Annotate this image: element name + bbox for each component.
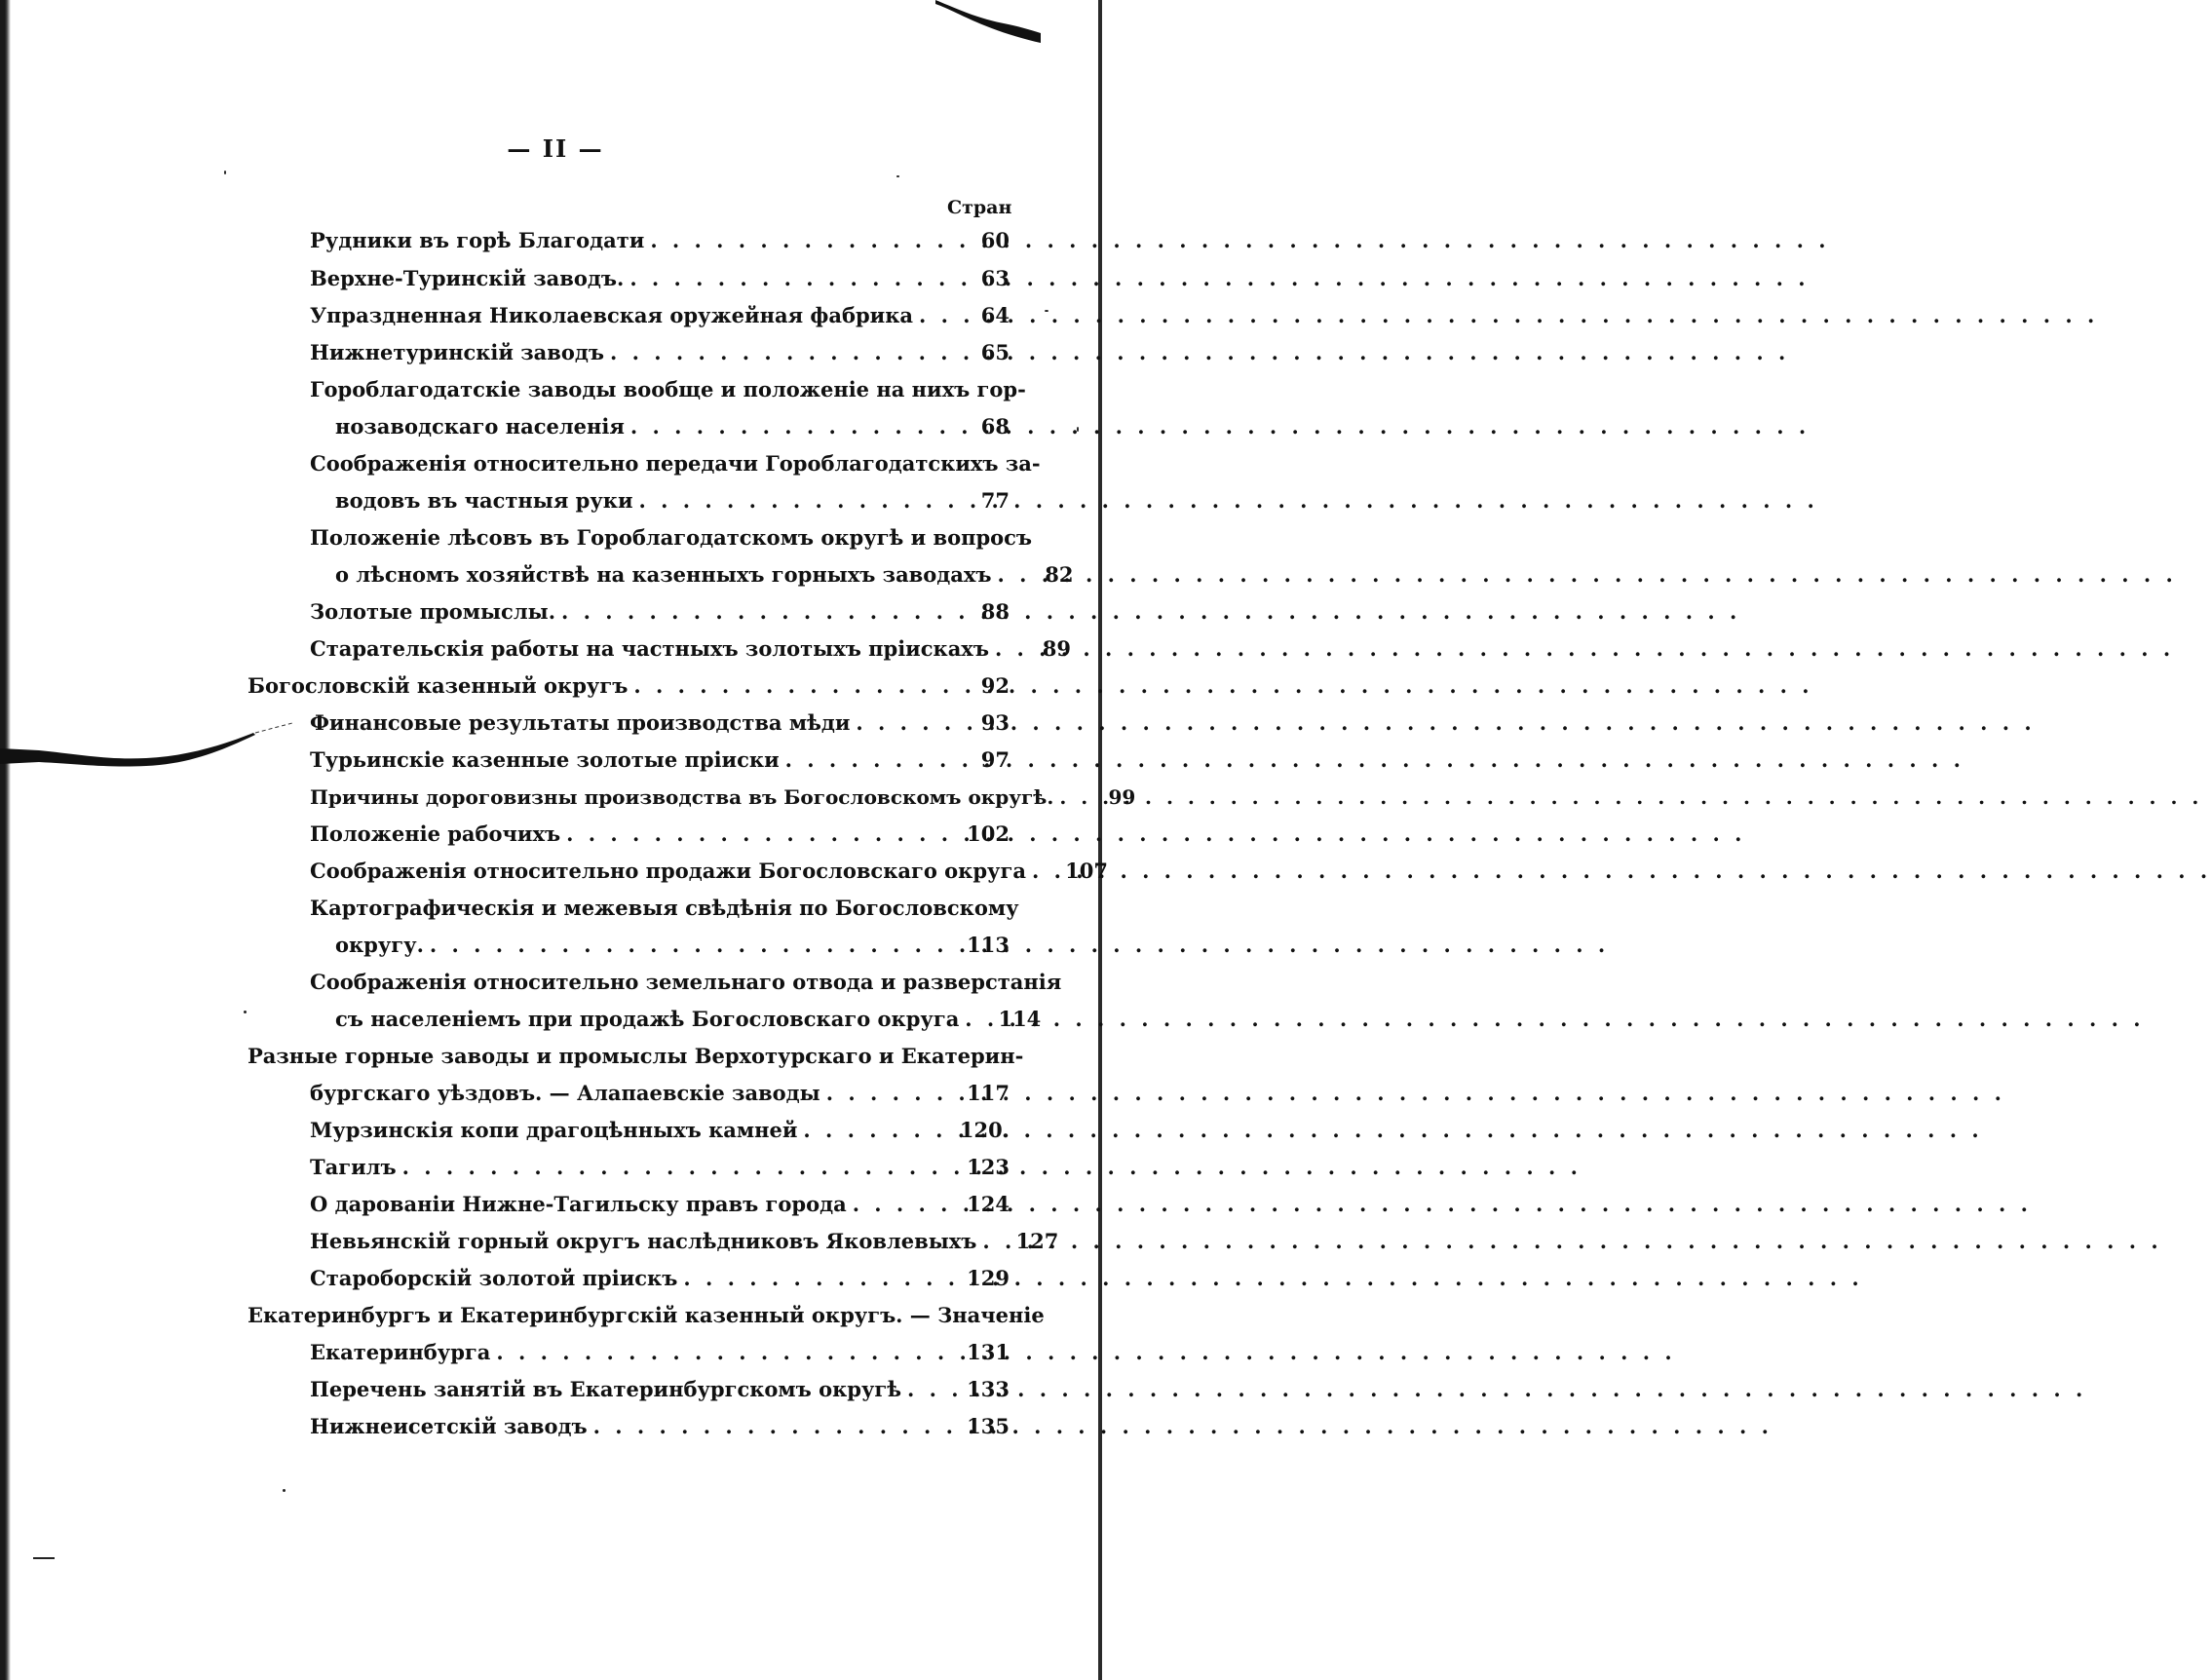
toc-entry-page: 107 [1065, 859, 1108, 883]
scan-fleck [33, 1557, 55, 1559]
toc-entry [310, 1408, 1010, 1445]
toc-entry [335, 556, 1074, 593]
toc-entry [310, 853, 1108, 890]
toc-entry-text: Мурзинскія копи драгоцѣнныхъ камней [310, 1118, 798, 1142]
toc-entry-page: 135 [967, 1414, 1010, 1438]
toc-entry-page: 92 [980, 673, 1010, 698]
toc-entry-text: съ населеніемъ при продажѣ Богословскаго округа [335, 1007, 960, 1031]
toc-entry-page: 99 [1108, 785, 1136, 809]
toc-entry-page: 97 [980, 747, 1010, 772]
toc-entry-page: 124 [967, 1192, 1010, 1216]
toc-entry-text: округу. [335, 933, 424, 957]
toc-entry-page: 77 [980, 488, 1010, 513]
toc-entry-text: о лѣсномъ хозяйствѣ на казенныхъ горныхъ заводахъ [335, 562, 992, 587]
toc-entry [310, 1112, 1010, 1149]
ink-smudge-top [935, 0, 1043, 58]
toc-entry-page: 114 [998, 1007, 1042, 1031]
toc-entry-page: 88 [980, 599, 1010, 624]
page-number-header: — II — [507, 134, 604, 163]
toc-entry-page: 129 [967, 1266, 1010, 1290]
toc-section-first-line: Разные горные заводы и промыслы Верхотурскаго и Екатерин- [248, 1044, 1024, 1068]
toc-entry [335, 927, 1010, 964]
toc-section-first-line: Екатеринбургъ и Екатеринбургскій казенный округъ. — Значеніе [248, 1303, 1045, 1327]
toc-entry-page: 60 [980, 228, 1010, 252]
toc-entry-text: Турьинскіе казенные золотые пріиски [310, 747, 780, 772]
toc-entry-text: нозаводскаго населенія [335, 414, 625, 439]
toc-entry [310, 297, 1010, 334]
toc-entry-text: Нижнетуринскій заводъ [310, 340, 604, 364]
toc-entry [310, 222, 1010, 259]
toc-entry-page: 63 [980, 266, 1010, 290]
toc-entry-text: Положеніе рабочихъ [310, 821, 561, 846]
toc-entry-text: Упраздненная Николаевская оружейная фабрика [310, 303, 914, 327]
toc-section-text: Екатеринбурга [310, 1340, 491, 1364]
toc-entry-page: 133 [967, 1377, 1010, 1401]
toc-section [310, 1075, 1010, 1112]
toc-section-text: Богословскій казенный округъ [248, 673, 629, 698]
pages-column-label: Стран [947, 197, 1012, 218]
toc-entry [310, 1260, 1010, 1297]
toc-entry [310, 593, 1010, 630]
toc-entry-first-line: Картографическія и межевыя свѣдѣнія по Богословскому [310, 896, 1019, 920]
toc-entry-page: 127 [1015, 1229, 1059, 1253]
toc-entry [310, 630, 1071, 668]
toc-entry [335, 408, 1010, 445]
toc-section [248, 668, 1010, 705]
toc-entry-text: Соображенія относительно продажи Богословскаго округа [310, 859, 1026, 883]
toc-entry-first-line: Соображенія относительно земельнаго отвода и разверстанія [310, 970, 1062, 994]
scan-fleck [244, 1011, 247, 1013]
toc-entry-page: 65 [980, 340, 1010, 364]
toc-entry-page: 120. [959, 1118, 1010, 1142]
toc-section [310, 1334, 1010, 1371]
toc-entry [310, 260, 1010, 297]
toc-entry [310, 705, 1010, 742]
toc-entry-page: 93 [980, 710, 1010, 735]
toc-entry-page: 117 [967, 1081, 1010, 1105]
toc-entry-page: 131 [967, 1340, 1010, 1364]
toc-entry-page: 64 [980, 303, 1010, 327]
toc-entry-page: 82 [1045, 562, 1074, 587]
toc-entry-first-line: Положеніе лѣсовъ въ Гороблагодатскомъ округѣ и вопросъ [310, 525, 1033, 550]
toc-entry-text: Перечень занятій въ Екатеринбургскомъ округѣ [310, 1377, 902, 1401]
toc-entry-text: Невьянскій горный округъ наслѣдниковъ Яковлевыхъ [310, 1229, 977, 1253]
toc-entry-first-line: Соображенія относительно передачи Гороблагодатскихъ за- [310, 451, 1041, 476]
toc-entry [310, 816, 1010, 853]
toc-entry [310, 779, 1136, 816]
scan-fleck [283, 1489, 286, 1492]
scan-fleck [896, 175, 899, 177]
toc-entry [310, 742, 1010, 779]
toc-entry-page: 113 [967, 933, 1010, 957]
toc-entry [310, 1223, 1059, 1260]
toc-entry-text: Финансовые результаты производства мѣди [310, 710, 851, 735]
toc-entry [335, 482, 1010, 519]
scan-left-edge [0, 0, 11, 1680]
toc-section-text: бургскаго уѣздовъ. — Алапаевскіе заводы [310, 1081, 820, 1105]
toc-entry [310, 334, 1010, 371]
toc-entry [310, 1149, 1010, 1186]
toc-entry-text: водовъ въ частныя руки [335, 488, 633, 513]
toc-entry-text: Рудники въ горѣ Благодати [310, 228, 645, 252]
toc-entry-text: Старательскія работы на частныхъ золотыхъ пріискахъ [310, 636, 989, 661]
toc-entry [335, 1001, 1042, 1038]
toc-entry-text: Причины дороговизны производства въ Богословскомъ округѣ. [310, 785, 1054, 809]
toc-entry-text: Верхне-Туринскій заводъ. [310, 266, 625, 290]
toc-entry-text: Золотые промыслы. [310, 599, 556, 624]
toc-entry-page: 68 [980, 414, 1010, 439]
toc-entry-text: Староборскій золотой пріискъ [310, 1266, 678, 1290]
toc-entry-page: 123 [967, 1155, 1010, 1179]
toc-entry-first-line: Гороблагодатскіе заводы вообще и положеніе на нихъ гор- [310, 377, 1026, 401]
toc-entry [310, 1186, 1010, 1223]
toc-entry-page: 89 [1042, 636, 1071, 661]
toc-entry [310, 1371, 1010, 1408]
ink-smudge-left [0, 721, 292, 780]
toc-entry-page: 102 [967, 821, 1010, 846]
toc-entry-text: О дарованіи Нижне-Тагильску правъ города [310, 1192, 847, 1216]
scan-fleck [224, 171, 226, 174]
toc-entry-text: Тагилъ [310, 1155, 397, 1179]
toc-entry-text: Нижнеисетскій заводъ [310, 1414, 588, 1438]
